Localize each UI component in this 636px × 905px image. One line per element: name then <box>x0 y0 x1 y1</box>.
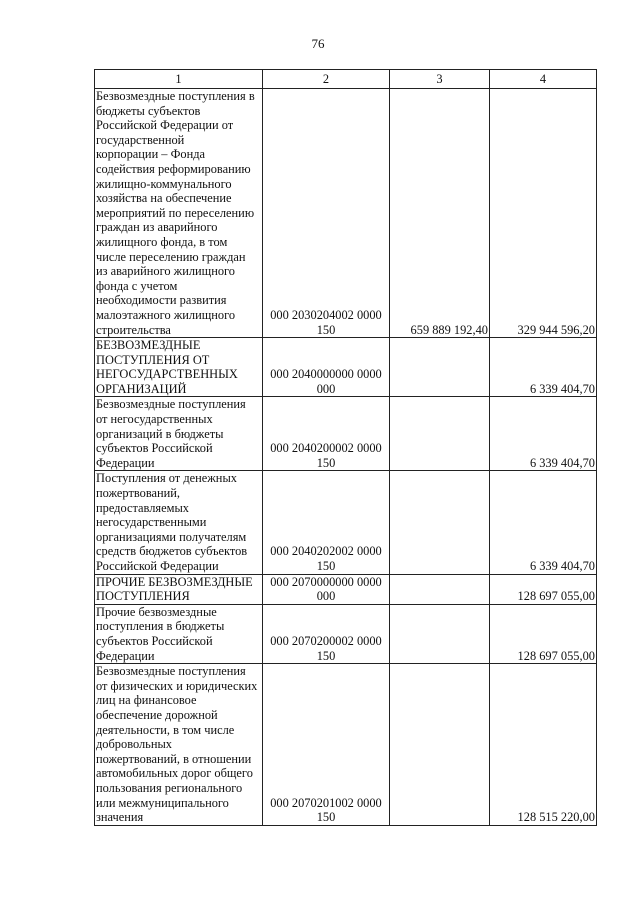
budget-code-cell: 000 2040200002 0000 150 <box>263 397 390 471</box>
table-row <box>95 604 597 663</box>
table-header-row <box>95 70 597 89</box>
table-row <box>95 89 597 338</box>
column-header: 4 <box>490 70 597 89</box>
budget-code-cell: 000 2070000000 0000 000 <box>263 574 390 604</box>
budget-code-cell: 000 2040202002 0000 150 <box>263 471 390 574</box>
column-header: 3 <box>390 70 490 89</box>
table-row <box>95 664 597 826</box>
amount-cell-col4: 329 944 596,20 <box>490 89 597 338</box>
revenue-name-cell: ПРОЧИЕ БЕЗВОЗМЕЗДНЫЕ ПОСТУПЛЕНИЯ <box>95 574 263 604</box>
budget-revenue-table <box>94 69 597 826</box>
amount-cell-col3 <box>390 397 490 471</box>
revenue-name-cell: Безвозмездные поступления от негосударственных организаций в бюджеты субъектов Российской Федерации <box>95 397 263 471</box>
revenue-name-cell: Безвозмездные поступления в бюджеты субъектов Российской Федерации от государственной корпорации – Фонда содействия реформированию жилищно-коммунального хозяйства на обеспечение мероприятий по переселению граждан из аварийного жилищного фонда, в том числе переселению граждан из аварийного жилищного фонда с учетом необходимости развития малоэтажного жилищного строительства <box>95 89 263 338</box>
revenue-name-cell: Поступления от денежных пожертвований, предоставляемых негосударственными организациями получателям средств бюджетов субъектов Российской Федерации <box>95 471 263 574</box>
page-number: 76 <box>311 36 325 51</box>
table-row <box>95 574 597 604</box>
budget-code-cell: 000 2030204002 0000 150 <box>263 89 390 338</box>
column-header: 2 <box>263 70 390 89</box>
amount-cell-col4: 128 515 220,00 <box>490 664 597 826</box>
table-row <box>95 338 597 397</box>
amount-cell-col3 <box>390 338 490 397</box>
amount-cell-col4: 128 697 055,00 <box>490 574 597 604</box>
amount-cell-col3: 659 889 192,40 <box>390 89 490 338</box>
amount-cell-col4: 6 339 404,70 <box>490 338 597 397</box>
amount-cell-col3 <box>390 664 490 826</box>
budget-code-cell: 000 2040000000 0000 000 <box>263 338 390 397</box>
revenue-name-cell: Безвозмездные поступления от физических и юридических лиц на финансовое обеспечение дорожной деятельности, в том числе добровольных пожертвований, в отношении автомобильных дорог общего пользования регионального или межмуниципального значения <box>95 664 263 826</box>
amount-cell-col4: 6 339 404,70 <box>490 397 597 471</box>
budget-code-cell: 000 2070200002 0000 150 <box>263 604 390 663</box>
amount-cell-col4: 128 697 055,00 <box>490 604 597 663</box>
amount-cell-col3 <box>390 604 490 663</box>
budget-code-cell: 000 2070201002 0000 150 <box>263 664 390 826</box>
table-row <box>95 397 597 471</box>
revenue-name-cell: Прочие безвозмездные поступления в бюджеты субъектов Российской Федерации <box>95 604 263 663</box>
amount-cell-col3 <box>390 471 490 574</box>
amount-cell-col3 <box>390 574 490 604</box>
amount-cell-col4: 6 339 404,70 <box>490 471 597 574</box>
revenue-name-cell: БЕЗВОЗМЕЗДНЫЕ ПОСТУПЛЕНИЯ ОТ НЕГОСУДАРСТВЕННЫХ ОРГАНИЗАЦИЙ <box>95 338 263 397</box>
table-row <box>95 471 597 574</box>
column-header: 1 <box>95 70 263 89</box>
